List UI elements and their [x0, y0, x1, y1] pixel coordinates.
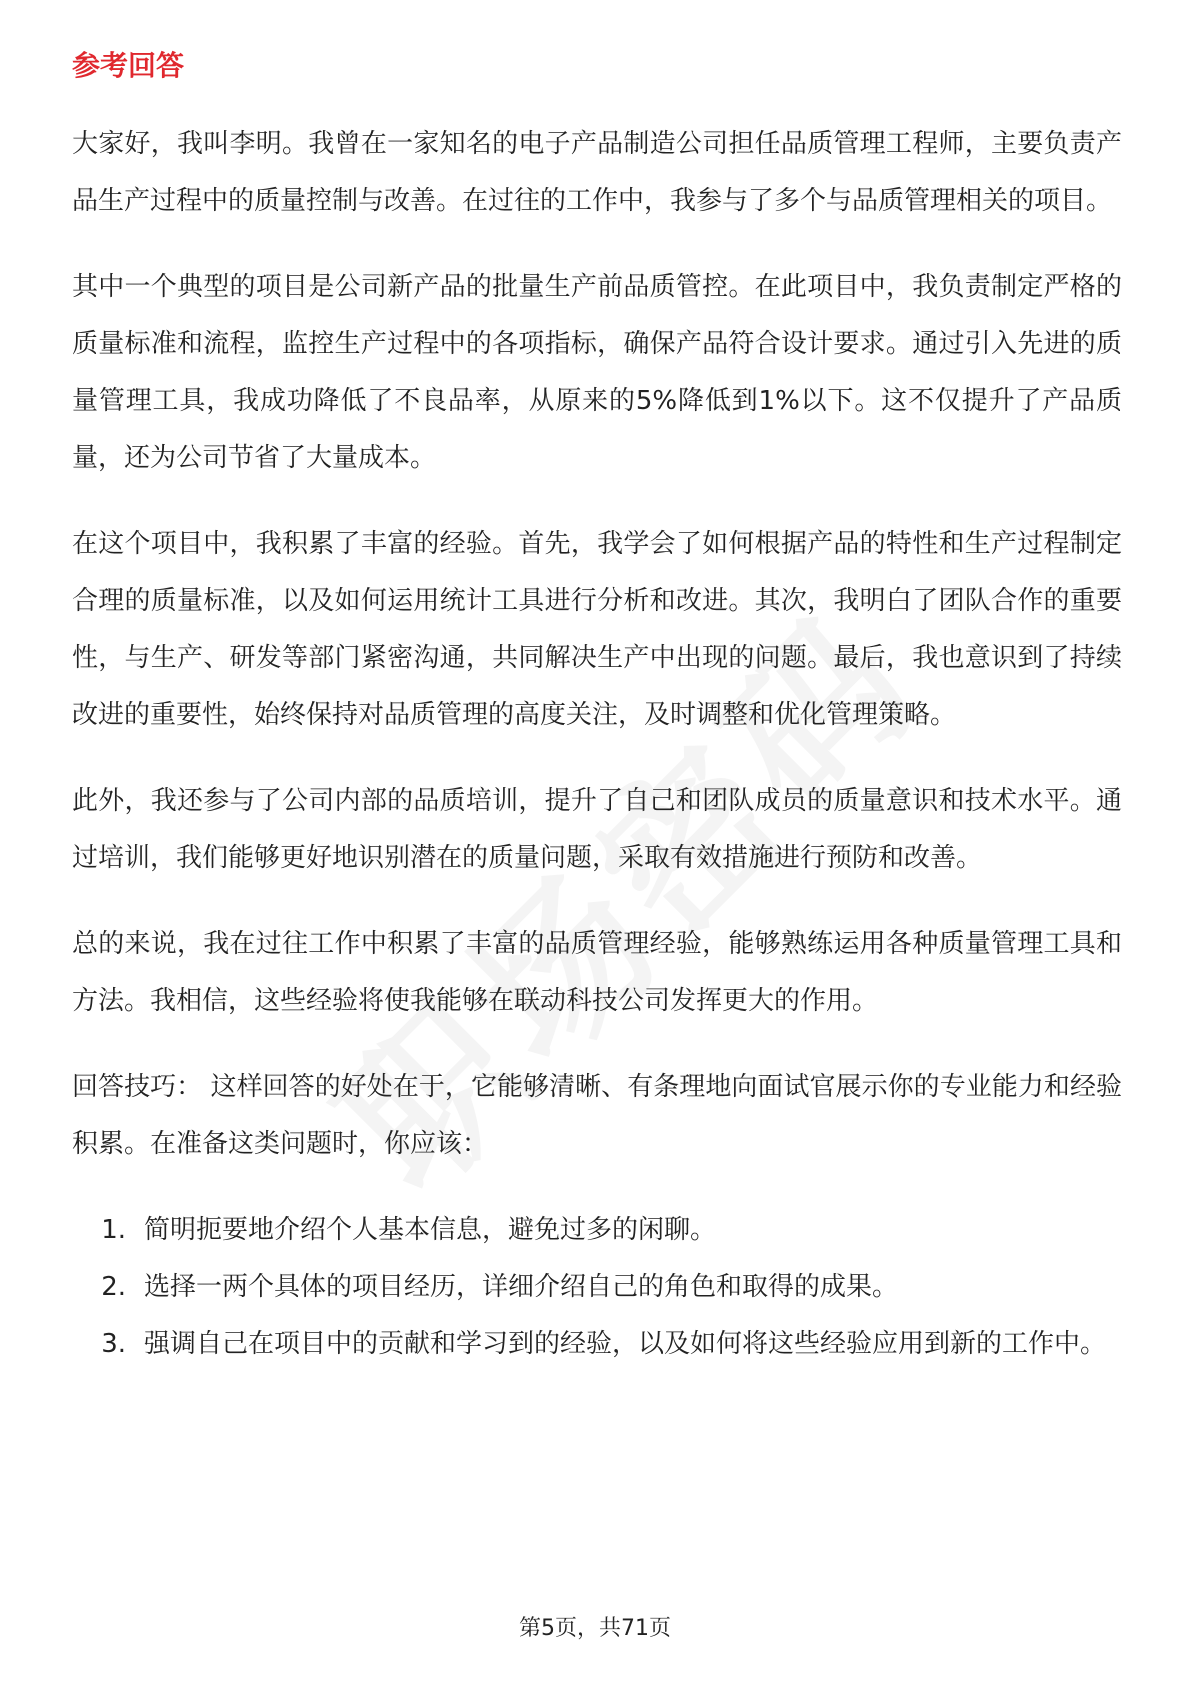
- section-heading: 参考回答: [72, 49, 185, 82]
- list-item-number: 3.: [101, 1329, 126, 1359]
- document-body: [72, 46, 1122, 1373]
- tips-list: [72, 1202, 1122, 1373]
- list-item-text: 强调自己在项目中的贡献和学习到的经验，以及如何将这些经验应用到新的工作中。: [144, 1329, 1107, 1359]
- page-number: 第5页，共71页: [519, 1616, 671, 1641]
- paragraph-intro: 大家好，我叫李明。我曾在一家知名的电子产品制造公司担任品质管理工程师，主要负责产品生产过程中的质量控制与改善。在过往的工作中，我参与了多个与品质管理相关的项目。: [72, 129, 1122, 216]
- list-item-text: 选择一两个具体的项目经历，详细介绍自己的角色和取得的成果。: [144, 1272, 899, 1302]
- paragraph-summary: 总的来说，我在过往工作中积累了丰富的品质管理经验，能够熟练运用各种质量管理工具和方法。我相信，这些经验将使我能够在联动科技公司发挥更大的作用。: [72, 929, 1122, 1016]
- paragraph-experience: 在这个项目中，我积累了丰富的经验。首先，我学会了如何根据产品的特性和生产过程制定合理的质量标准，以及如何运用统计工具进行分析和改进。其次，我明白了团队合作的重要性，与生产、研发等部门紧密沟通，共同解决生产中出现的问题。最后，我也意识到了持续改进的重要性，始终保持对品质管理的高度关注，及时调整和优化管理策略。: [72, 529, 1122, 730]
- paragraph-tips: 回答技巧： 这样回答的好处在于，它能够清晰、有条理地向面试官展示你的专业能力和经验积累。在准备这类问题时，你应该：: [72, 1072, 1122, 1159]
- paragraph-project: 其中一个典型的项目是公司新产品的批量生产前品质管控。在此项目中，我负责制定严格的质量标准和流程，监控生产过程中的各项指标，确保产品符合设计要求。通过引入先进的质量管理工具，我成功降低了不良品率，从原来的5%降低到1%以下。这不仅提升了产品质量，还为公司节省了大量成本。: [72, 272, 1122, 473]
- list-item: [72, 1316, 1122, 1373]
- list-item: [72, 1259, 1122, 1316]
- list-item-number: 1.: [101, 1215, 126, 1245]
- list-item-number: 2.: [101, 1272, 126, 1302]
- list-item: [72, 1202, 1122, 1259]
- list-item-text: 简明扼要地介绍个人基本信息，避免过多的闲聊。: [144, 1215, 717, 1245]
- paragraph-training: 此外，我还参与了公司内部的品质培训，提升了自己和团队成员的质量意识和技术水平。通过培训，我们能够更好地识别潜在的质量问题，采取有效措施进行预防和改善。: [72, 786, 1122, 873]
